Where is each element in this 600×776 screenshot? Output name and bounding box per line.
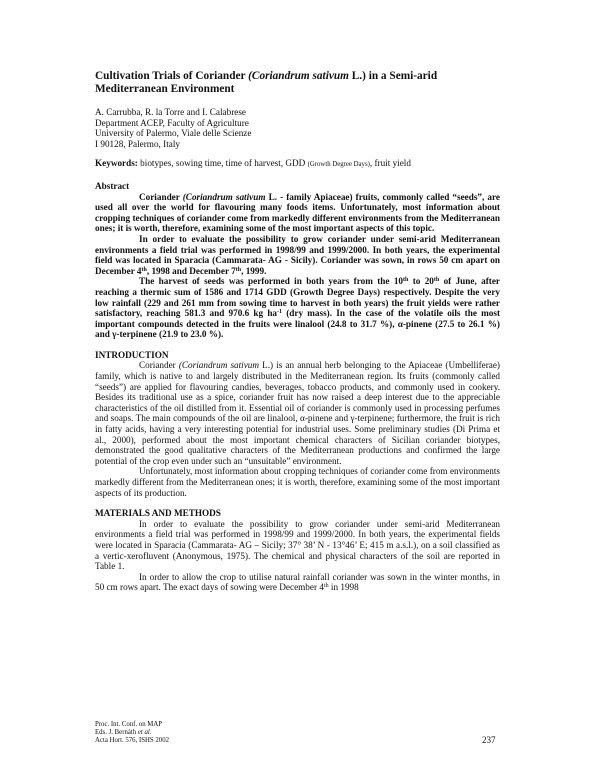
author-department: Department ACEP, Faculty of Agriculture [95,117,249,128]
keywords: Keywords: biotypes, sowing time, time of harvest, GDD (Growth Degree Days), fruit yield [95,158,411,169]
footer-line: Acta Hort. 576, ISHS 2002 [95,737,170,745]
paper-title: Cultivation Trials of Coriander (Coriandrum sativum L.) in a Semi-arid Mediterranean Environment [95,70,438,95]
footer-line: Proc. Int. Conf. on MAP [95,721,163,728]
page-body [95,70,500,593]
abstract-heading: Abstract [95,180,130,191]
abstract-paragraph: Coriander (Coriandrum sativum L. - family Apiaceae) fruits, commonly called “seeds”, are used all over the world for flavouring many foods items. Unfortunately, most information about cropping techniques of coriander come from markedly different environments from the Mediterranean ones; it is worth, therefore, examining some of the most important aspects of this topic. [95,191,500,234]
methods-paragraph: In order to allow the crop to utilise natural rainfall coriander was sown in the winter months, in 50 cm rows apart. The exact days of sowing were December 4th in 1998 [95,571,500,593]
introduction-heading: INTRODUCTION [95,349,169,360]
footer-citation [95,721,169,746]
introduction-paragraph: Unfortunately, most information about cropping techniques of coriander come from environments markedly different from the Mediterranean ones; it is worth, therefore, examining some of the most important aspects of its production. [95,466,500,498]
author-names: A. Carrubba, R. la Torre and I. Calabrese [95,107,246,117]
author-city: I 90128, Palermo, Italy [95,138,180,149]
introduction-paragraph: Coriander (Coriandrum sativum L.) is an annual herb belonging to the Apiaceae (Umbelliferae) family, which is native to and largely distributed in the Mediterranean region. Its fruits (commonly called “seeds”) are applied for flavouring candies, beverages, tobacco products, and commonly used in cookery. Besides its traditional use as a spice, coriander fruit has now raised a deep interest due to the appreciable characteristics of the oil distilled from it. Essential oil of coriander is commonly used in processing perfumes and soaps. The main compounds of the oil are linalool, α-pinene and γ-terpinene; furthermore, the fruit is rich in fatty acids, having a very interesting potential for industrial uses. Some preliminary studies (Di Prima et al., 2000), performed about the most important chemical characters of Sicilian coriander biotypes, demonstrated the good qualitative characters of the Mediterranean productions and confirmed the large potential of the crop even under such an “unsuitable” environment. [95,360,500,466]
page-number: 237 [482,735,496,745]
author-block [95,107,500,149]
footer-line: Eds. J. Bernáth et al. [95,729,152,737]
abstract-paragraph: In order to evaluate the possibility to grow coriander under semi-arid Mediterranean environments a field trial was performed in 1998/99 and 1999/2000. In both years, the experimental field was located in Sparacia (Cammarata- AG - Sicily). Coriander was sown, in rows 50 cm apart on December 4th, 1998 and December 7th, 1999. [95,233,500,276]
methods-heading: MATERIALS AND METHODS [95,508,221,519]
abstract-body [95,192,500,340]
methods-paragraph: In order to evaluate the possibility to grow coriander under semi-arid Mediterranean environments a field trial was performed in 1998/99 and 1999/2000. In both years, the experimental fields were located in Sparacia (Cammarata- AG – Sicily; 37° 38’ N - 13°46’ E; 415 m a.s.l.), on a soil classified as a vertic-xerofluvent (Anonymous, 1975). The chemical and physical characters of the soil are reported in Table 1. [95,518,500,572]
author-university: University of Palermo, Viale delle Scienze [95,128,252,139]
abstract-paragraph: The harvest of seeds was performed in both years from the 10th to 20th of June, after reaching a thermic sum of 1586 and 1714 GDD (Growth Degree Days) respectively. Despite the very low rainfall (229 and 261 mm from sowing time to harvest in both years) the fruit yields were rather satisfactory, reaching 581.3 and 970.6 kg $ha^{-1}$ (dry mass). In the case of the volatile oils the most important compounds detected in the fruits were linalool (24.8 to 31.7 %), α-pinene (27.5 to 26.1 %) and γ-terpinene (21.9 to 23.0 %). [95,276,501,340]
